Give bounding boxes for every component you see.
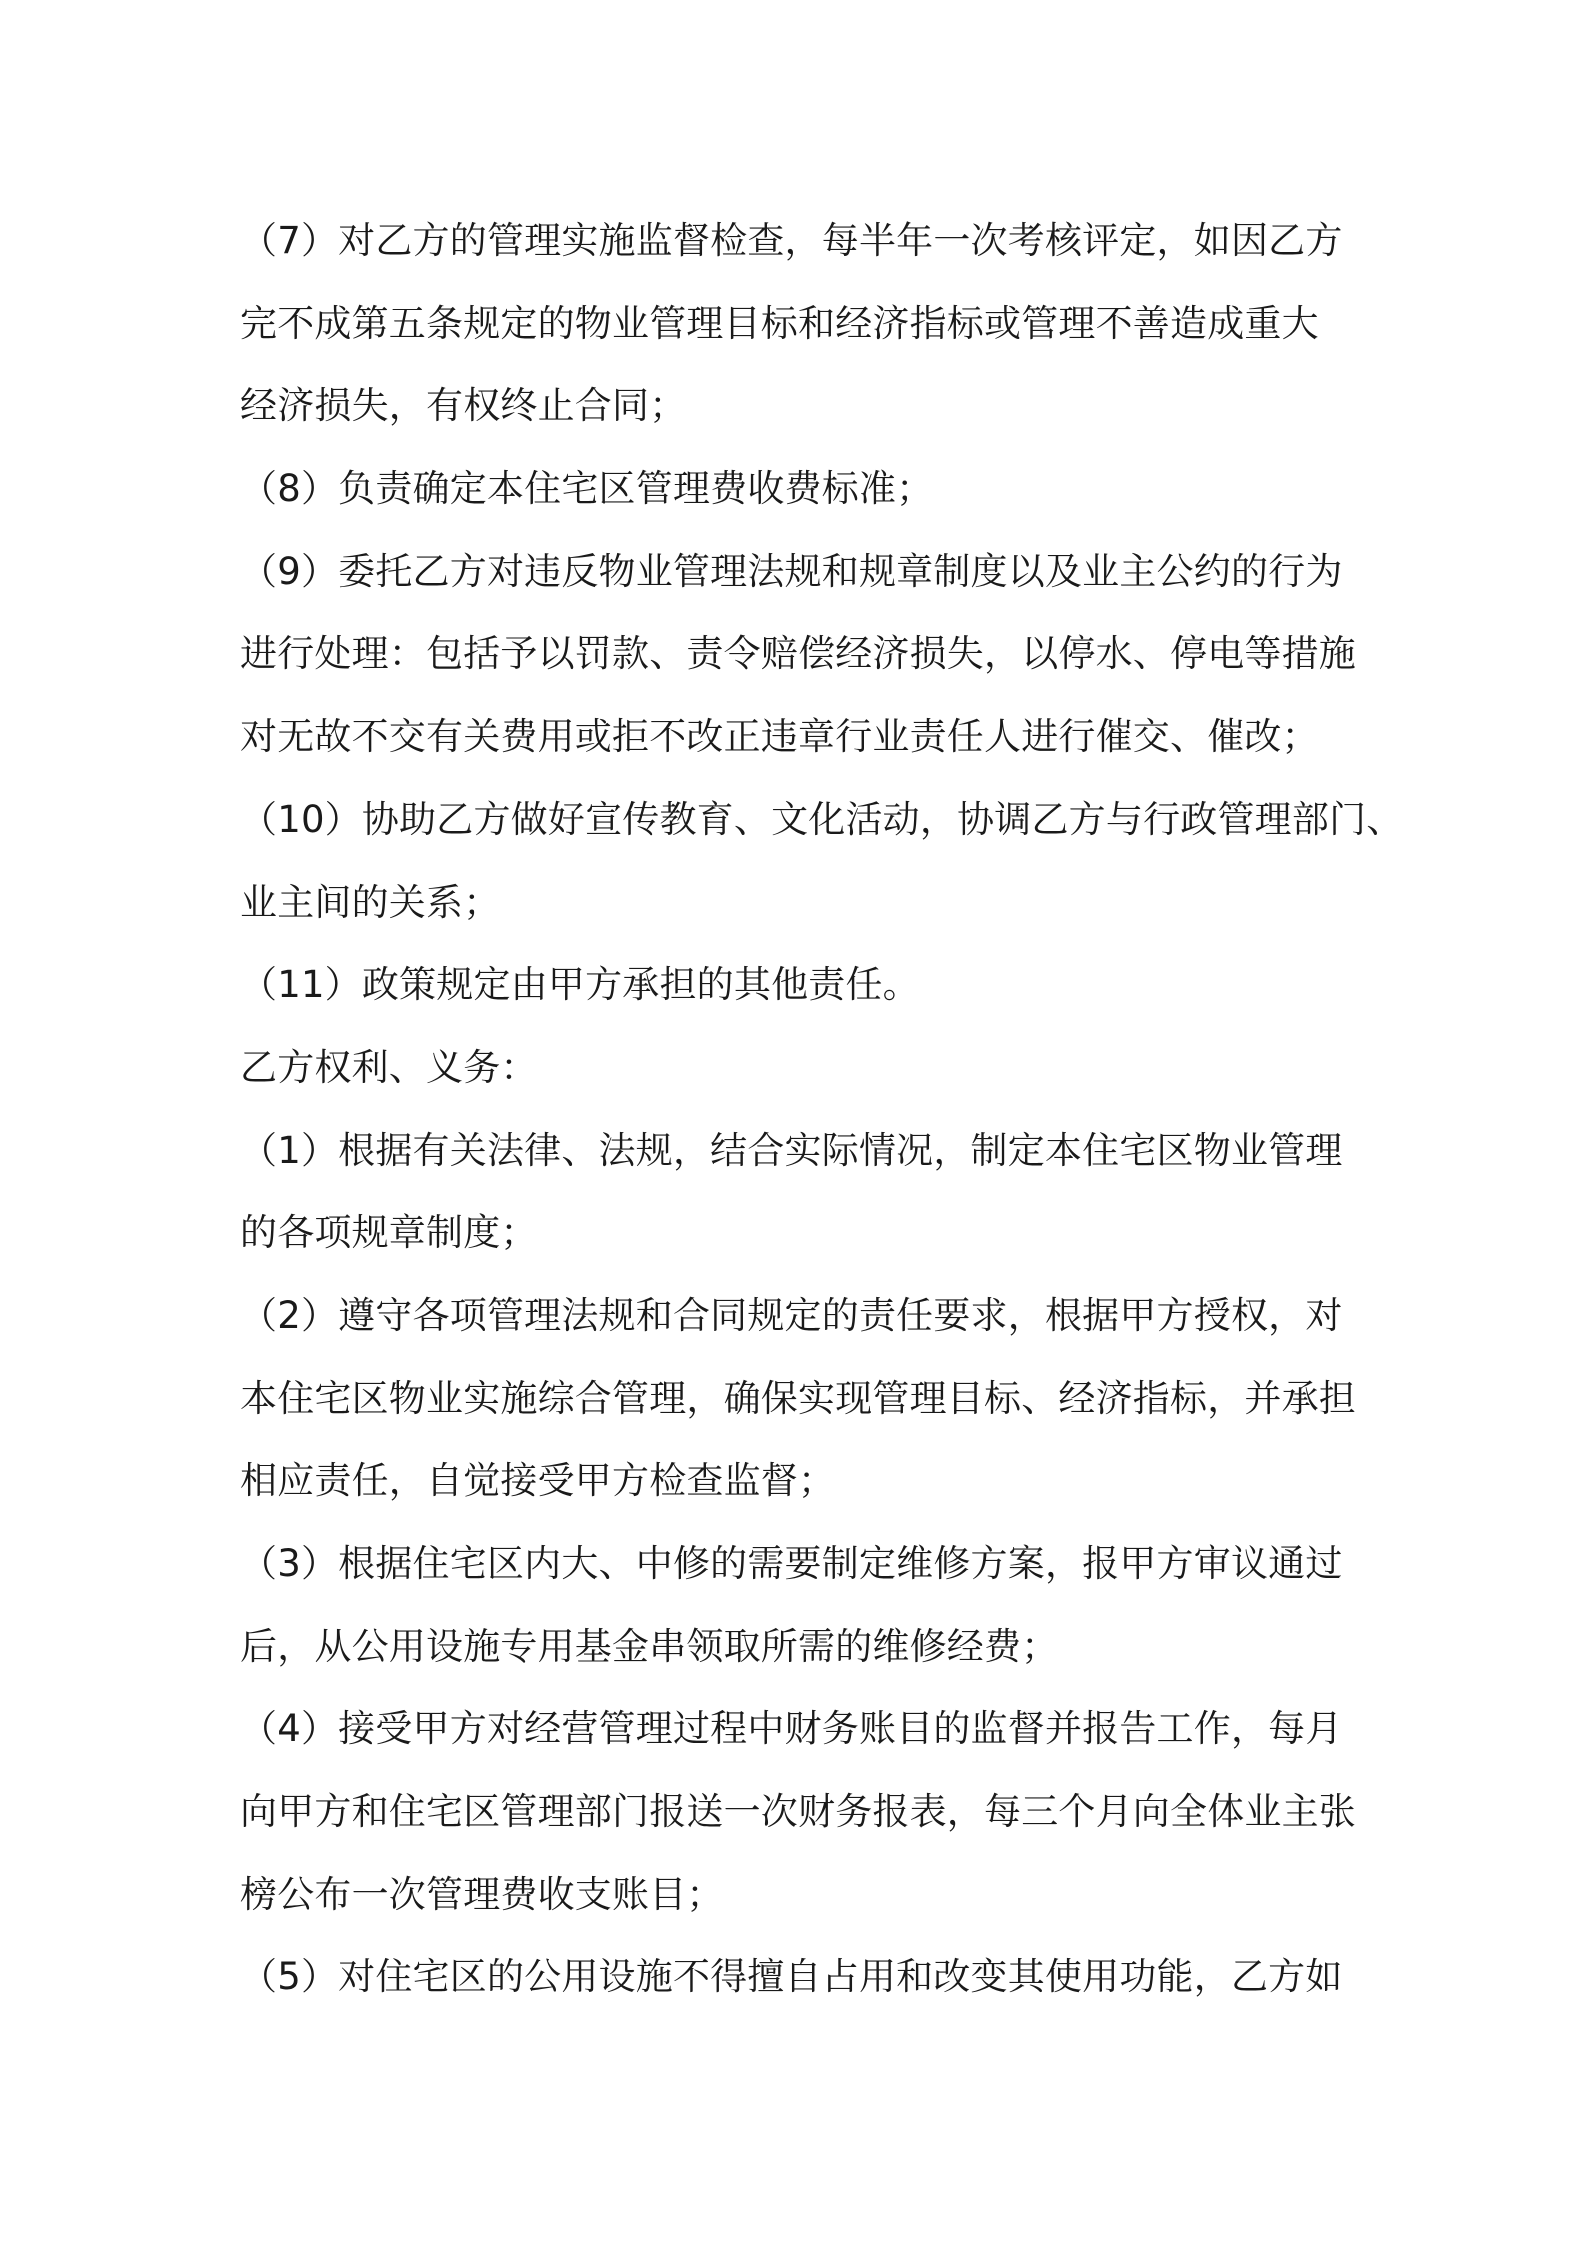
text-line: （3）根据住宅区内大、中修的需要制定维修方案，报甲方审议通过 bbox=[240, 1542, 1343, 1585]
text-line: 完不成第五条规定的物业管理目标和经济指标或管理不善造成重大 bbox=[240, 301, 1319, 345]
text-line: 的各项规章制度； bbox=[240, 1211, 538, 1255]
paragraph-item-11 bbox=[240, 944, 1350, 1027]
text-line: （4）接受甲方对经营管理过程中财务账目的监督并报告工作，每月 bbox=[240, 1707, 1343, 1751]
text-line: （10）协助乙方做好宣传教育、文化活动，协调乙方与行政管理部门、 bbox=[240, 797, 1404, 841]
paragraph-b-item-5 bbox=[240, 1936, 1350, 2019]
paragraph-item-9 bbox=[240, 531, 1356, 779]
text-line: 本住宅区物业实施综合管理，确保实现管理目标、经济指标，并承担 bbox=[240, 1376, 1356, 1420]
paragraph-b-item-2 bbox=[240, 1275, 1356, 1523]
text-line: 相应责任，自觉接受甲方检查监督； bbox=[240, 1459, 836, 1503]
text-line: （2）遵守各项管理法规和合同规定的责任要求，根据甲方授权，对 bbox=[240, 1293, 1343, 1337]
text-line: 向甲方和住宅区管理部门报送一次财务报表，每三个月向全体业主张 bbox=[240, 1790, 1356, 1834]
paragraph-b-item-1 bbox=[240, 1110, 1350, 1275]
text-line: 乙方权利、义务： bbox=[240, 1045, 538, 1089]
text-line: （11）政策规定由甲方承担的其他责任。 bbox=[240, 963, 920, 1007]
text-line: （5）对住宅区的公用设施不得擅自占用和改变其使用功能，乙方如 bbox=[240, 1955, 1343, 1999]
paragraph-item-10 bbox=[240, 779, 1404, 944]
text-line: （9）委托乙方对违反物业管理法规和规章制度以及业主公约的行为 bbox=[240, 549, 1343, 593]
text-line: 榜公布一次管理费收支账目； bbox=[240, 1872, 724, 1916]
text-line: 业主间的关系； bbox=[240, 880, 501, 924]
paragraph-b-item-4 bbox=[240, 1688, 1356, 1936]
paragraph-item-7 bbox=[240, 200, 1350, 448]
text-line: 后，从公用设施专用基金串领取所需的维修经费； bbox=[240, 1624, 1059, 1668]
text-line: 经济损失，有权终止合同； bbox=[240, 384, 687, 428]
text-line: 进行处理：包括予以罚款、责令赔偿经济损失，以停水、停电等措施 bbox=[240, 632, 1356, 676]
section-heading-party-b bbox=[240, 1027, 1350, 1110]
text-line: （8）负责确定本住宅区管理费收费标准； bbox=[240, 467, 934, 511]
text-line: （7）对乙方的管理实施监督检查，每半年一次考核评定，如因乙方 bbox=[240, 219, 1343, 262]
document-body bbox=[240, 200, 1404, 2019]
text-line: 对无故不交有关费用或拒不改正违章行业责任人进行催交、催改； bbox=[240, 715, 1319, 759]
paragraph-item-8 bbox=[240, 448, 1350, 531]
paragraph-b-item-3 bbox=[240, 1523, 1350, 1688]
text-line: （1）根据有关法律、法规，结合实际情况，制定本住宅区物业管理 bbox=[240, 1128, 1343, 1172]
